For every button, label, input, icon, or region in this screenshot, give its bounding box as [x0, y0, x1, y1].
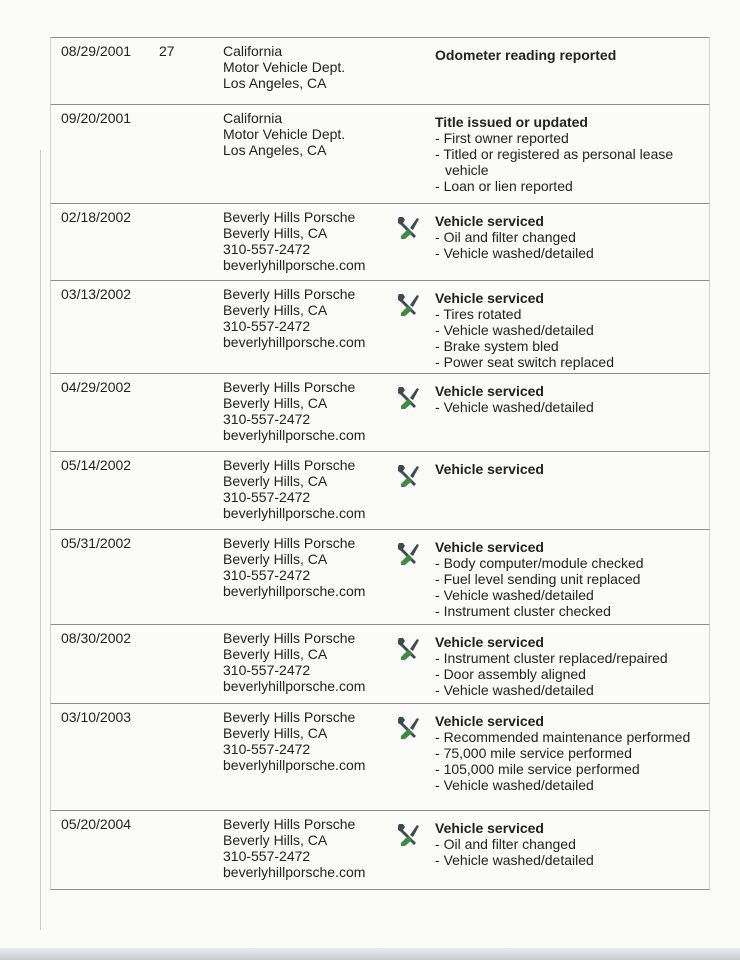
detail-item: - Vehicle washed/detailed	[435, 852, 705, 868]
event-title: Odometer reading reported	[435, 47, 617, 63]
detail-item: - Vehicle washed/detailed	[435, 399, 705, 415]
source-line: Beverly Hills, CA	[223, 725, 328, 741]
source-line: 310-557-2472	[223, 662, 311, 678]
history-record	[50, 280, 710, 374]
source-line: beverlyhillporsche.com	[223, 864, 366, 880]
record-source	[223, 209, 365, 273]
wrench-screwdriver-icon	[395, 291, 421, 317]
event-title: Vehicle serviced	[435, 539, 544, 555]
record-source	[223, 816, 365, 880]
source-line: Beverly Hills Porsche	[223, 630, 356, 646]
source-line: beverlyhillporsche.com	[223, 257, 366, 273]
source-line: Beverly Hills Porsche	[223, 709, 356, 725]
history-record	[50, 810, 710, 890]
source-line: beverlyhillporsche.com	[223, 505, 366, 521]
record-date: 08/30/2002	[61, 630, 132, 646]
record-source	[223, 535, 365, 599]
detail-item: - Vehicle washed/detailed	[435, 587, 705, 603]
record-details	[435, 209, 705, 261]
wrench-screwdriver-icon	[395, 384, 421, 410]
record-details	[435, 535, 705, 619]
record-mileage: 27	[159, 43, 175, 59]
source-line: Beverly Hills, CA	[223, 832, 328, 848]
source-line: Beverly Hills Porsche	[223, 816, 356, 832]
wrench-screwdriver-icon	[395, 635, 421, 661]
detail-item: - Instrument cluster checked	[435, 603, 705, 619]
record-date: 05/20/2004	[61, 816, 132, 832]
margin-rule	[40, 150, 41, 930]
source-line: California	[223, 43, 283, 59]
source-line: 310-557-2472	[223, 318, 311, 334]
record-date: 08/29/2001	[61, 43, 132, 59]
record-source	[223, 43, 345, 91]
record-date: 03/10/2003	[61, 709, 132, 725]
record-source	[223, 630, 365, 694]
event-title: Vehicle serviced	[435, 290, 544, 306]
source-line: beverlyhillporsche.com	[223, 583, 366, 599]
history-record	[50, 529, 710, 625]
record-date: 02/18/2002	[61, 209, 132, 225]
source-line: Beverly Hills, CA	[223, 473, 328, 489]
detail-item: - Tires rotated	[435, 306, 705, 322]
detail-item: - Fuel level sending unit replaced	[435, 571, 705, 587]
detail-item: - Vehicle washed/detailed	[435, 777, 705, 793]
record-details	[435, 286, 705, 370]
detail-item: - Brake system bled	[435, 338, 705, 354]
source-line: California	[223, 110, 283, 126]
event-title: Vehicle serviced	[435, 820, 544, 836]
source-line: 310-557-2472	[223, 567, 311, 583]
record-source	[223, 110, 345, 158]
record-details	[435, 457, 705, 477]
record-date: 04/29/2002	[61, 379, 132, 395]
source-line: Motor Vehicle Dept.	[223, 126, 346, 142]
history-record	[50, 203, 710, 281]
history-record	[50, 37, 710, 105]
history-record	[50, 104, 710, 204]
record-details	[435, 630, 705, 698]
detail-item: - Vehicle washed/detailed	[435, 322, 705, 338]
record-date: 05/14/2002	[61, 457, 132, 473]
source-line: 310-557-2472	[223, 489, 311, 505]
record-source	[223, 709, 365, 773]
detail-item: - Oil and filter changed	[435, 229, 705, 245]
source-line: 310-557-2472	[223, 241, 311, 257]
detail-item: - Vehicle washed/detailed	[435, 245, 705, 261]
record-source	[223, 286, 365, 350]
record-date: 09/20/2001	[61, 110, 132, 126]
source-line: beverlyhillporsche.com	[223, 427, 366, 443]
scan-edge	[0, 948, 740, 960]
source-line: Los Angeles, CA	[223, 75, 327, 91]
source-line: Beverly Hills Porsche	[223, 535, 356, 551]
detail-item: - 105,000 mile service performed	[435, 761, 705, 777]
record-details	[435, 709, 705, 793]
detail-item: - 75,000 mile service performed	[435, 745, 705, 761]
detail-item: - Recommended maintenance performed	[435, 729, 705, 745]
source-line: 310-557-2472	[223, 741, 311, 757]
source-line: Beverly Hills, CA	[223, 225, 328, 241]
history-records	[50, 38, 710, 890]
source-line: beverlyhillporsche.com	[223, 678, 366, 694]
wrench-screwdriver-icon	[395, 214, 421, 240]
record-details	[435, 379, 705, 415]
event-title: Vehicle serviced	[435, 713, 544, 729]
record-details	[435, 816, 705, 868]
event-title: Title issued or updated	[435, 114, 588, 130]
source-line: 310-557-2472	[223, 848, 311, 864]
record-date: 05/31/2002	[61, 535, 132, 551]
wrench-screwdriver-icon	[395, 540, 421, 566]
detail-item: - Instrument cluster replaced/repaired	[435, 650, 705, 666]
source-line: Beverly Hills, CA	[223, 551, 328, 567]
source-line: 310-557-2472	[223, 411, 311, 427]
history-record	[50, 373, 710, 452]
detail-item: - Body computer/module checked	[435, 555, 705, 571]
history-record	[50, 703, 710, 811]
wrench-screwdriver-icon	[395, 821, 421, 847]
history-record	[50, 451, 710, 530]
record-source	[223, 457, 365, 521]
source-line: beverlyhillporsche.com	[223, 757, 366, 773]
wrench-screwdriver-icon	[395, 714, 421, 740]
source-line: beverlyhillporsche.com	[223, 334, 366, 350]
source-line: Los Angeles, CA	[223, 142, 327, 158]
wrench-screwdriver-icon	[395, 462, 421, 488]
record-details	[435, 43, 705, 63]
record-details	[435, 110, 705, 194]
source-line: Motor Vehicle Dept.	[223, 59, 346, 75]
event-title: Vehicle serviced	[435, 634, 544, 650]
source-line: Beverly Hills Porsche	[223, 379, 356, 395]
detail-item: - Oil and filter changed	[435, 836, 705, 852]
detail-item: - Loan or lien reported	[435, 178, 705, 194]
detail-item: - Door assembly aligned	[435, 666, 705, 682]
record-date: 03/13/2002	[61, 286, 132, 302]
source-line: Beverly Hills, CA	[223, 395, 328, 411]
history-record	[50, 624, 710, 704]
detail-item: - Vehicle washed/detailed	[435, 682, 705, 698]
detail-item: - Power seat switch replaced	[435, 354, 705, 370]
source-line: Beverly Hills Porsche	[223, 209, 356, 225]
source-line: Beverly Hills Porsche	[223, 457, 356, 473]
detail-item: - First owner reported	[435, 130, 705, 146]
source-line: Beverly Hills, CA	[223, 646, 328, 662]
event-title: Vehicle serviced	[435, 213, 544, 229]
source-line: Beverly Hills Porsche	[223, 286, 356, 302]
record-source	[223, 379, 365, 443]
event-title: Vehicle serviced	[435, 383, 544, 399]
detail-item: - Titled or registered as personal lease vehicle	[435, 146, 705, 178]
event-title: Vehicle serviced	[435, 461, 544, 477]
source-line: Beverly Hills, CA	[223, 302, 328, 318]
